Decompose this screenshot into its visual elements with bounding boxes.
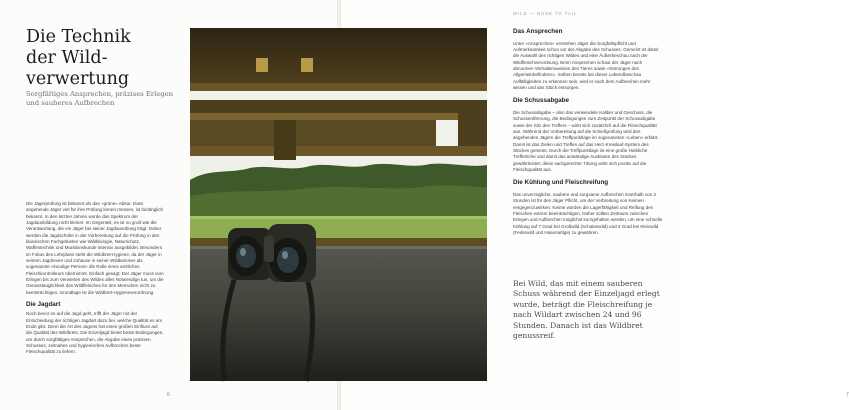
- intro-paragraph: Die Jägerprüfung ist bekannt als das »grüne« Abitur. Dass angehende Jäger viel für ihre Prüfung lernen müssen, ist hinlänglich bekannt. In den letzten Jahren wurde das Spektrum der Jagdausbildung nicht kleiner. Im Gegenteil, es ist so groß wie die Verantwortung, die ein Jäger bei seiner Jagdausübung trägt. Daher werden die Jagdschüler in der Vorbereitung auf die Prüfung in den klassischen Fachgebieten wie Wildbiologie, Naturschutz, Waffentechnik und Munitionskunde intensiv ausgebildet. Besonders im Fokus des Lehrplans steht die Wildbret-Hygiene, da der Jäger in seinem Jagdrevier und zuhause in seiner Wildkammer als sogenannte »kundige Person« die Rolle eines amtlichen Fleischkontrolleurs übernimmt. Einfach gesagt: Der Jäger muss vom Erlegen bis zum Verwerten des Wildes alles Notwendige tun, um die Genusstauglichkeit des Wildfleisches für den Menschen nicht zu beeinträchtigen. Grundlage ist die Wildbret-Hygieneverordnung.: [26, 201, 164, 295]
- pull-quote: Bei Wild, das mit einem sauberen Schuss während der Einzeljagd erlegt wurde, beträgt die Fleischreifung je nach Wildart zwischen 24 und 96 Stunden. Danach ist das Wildbret genussreif.: [513, 279, 660, 341]
- page-number-left: 6: [167, 392, 170, 398]
- page-number-right: 7: [846, 392, 849, 398]
- binoculars-icon: [228, 224, 316, 282]
- chapter-title: Die Technik der Wild- verwertung: [26, 27, 131, 89]
- section-heading-jagdart: Die Jagdart: [26, 301, 61, 309]
- jagdart-paragraph: Noch bevor es auf die Jagd geht, trifft der Jäger mit der Entscheidung der richtigen Jagdart dazu bei, welche Qualität es am Ende gibt. Denn die Art des Jagens hat einen großen Einfluss auf die Qualität des Wildbrets. Die Einzeljagd bietet beste Bedingungen, um durch sorgfältiges Ansprechen, die Abgabe eines präzisen Schusses, zeitnahes und hygienisches Aufbrechen beste Fleischqualität zu liefern.: [26, 311, 164, 355]
- running-head: WILD — NOSE TO TAIL: [513, 11, 578, 16]
- left-body-column: [26, 201, 165, 356]
- schussabgabe-paragraph: Die Schussabgabe – also das verwendete Kaliber und Geschoss, die Schussentfernung, die Bedingungen zum Zeitpunkt der Schussabgabe sowie der Sitz des Treffers – wirkt sich zusätzlich auf die Fleischqualität aus. Während der Vorbereitung auf die Schießprüfung wird den angehenden Jägern die Treffpunktlage im sogenannten »Leben« erklärt. Damit ist das Zielen und Treffen auf das Herz-Kreislauf-System des Stückes gemeint. Durch die Treffpunktlage ist eine große Hiebliche Treffertiche und damit das anständige Ausbluten des Stückes gewährleistet; diese sachgerechte Tötung wirkt sich positiv auf die Fleischqualität aus.: [513, 109, 659, 172]
- kuehlung-paragraph: Das unverzügliche, saubere und sorgsame Aufbrechen innerhalb von 2 Stunden ist für den Jäger Pflicht, um der Verbreitung von Keimen entgegenzuwirken. Keime würden die Lagerfähigkeit und Reifung des Fleisches extrem beeinträchtigen. Daher sollten Zeitraum zwischen Erlegen und Aufbrechen möglichst kurzgehalten werden, um eine schnelle Kühlung auf 7 Grad bei Großwild (Schalenwild) und 4 Grad bei Kleinwild (Federwild und Hasenartige) zu gewähren.: [513, 191, 663, 235]
- section-heading-schussabgabe: Die Schussabgabe: [513, 97, 569, 105]
- binoculars-scene-image: [190, 28, 487, 381]
- right-body-column: [513, 28, 663, 241]
- hunting-stand-photo: [190, 28, 487, 381]
- ansprechen-paragraph: Unter »Ansprechen« verstehen Jäger die Sorgfaltspflicht und Aufmerksamkeit schon vor der Abgabe des Schusses. Gemeint ist damit die Auswahl des richtigen Wildes und eine Äußerbeschau nach der Wildfleischverordnung. Beim Ansprechen schaut der Jäger nach abnormen Verhaltensweisen des Tieres sowie »Störungen des Allgemeinbefindens«. Sollten bereits bei dieser Lebendbeschau Auffälligkeiten zu erkennen sein, wird er nach dem Aufbrechen mehr wissen und das Stück entsorgen.: [513, 40, 659, 90]
- section-heading-kuehlung: Die Kühlung und Fleischreifung: [513, 179, 609, 187]
- chapter-subtitle: Sorgfältiges Ansprechen, präzises Erlegen und sauberes Aufbrechen: [26, 90, 174, 107]
- section-heading-ansprechen: Das Ansprechen: [513, 28, 563, 35]
